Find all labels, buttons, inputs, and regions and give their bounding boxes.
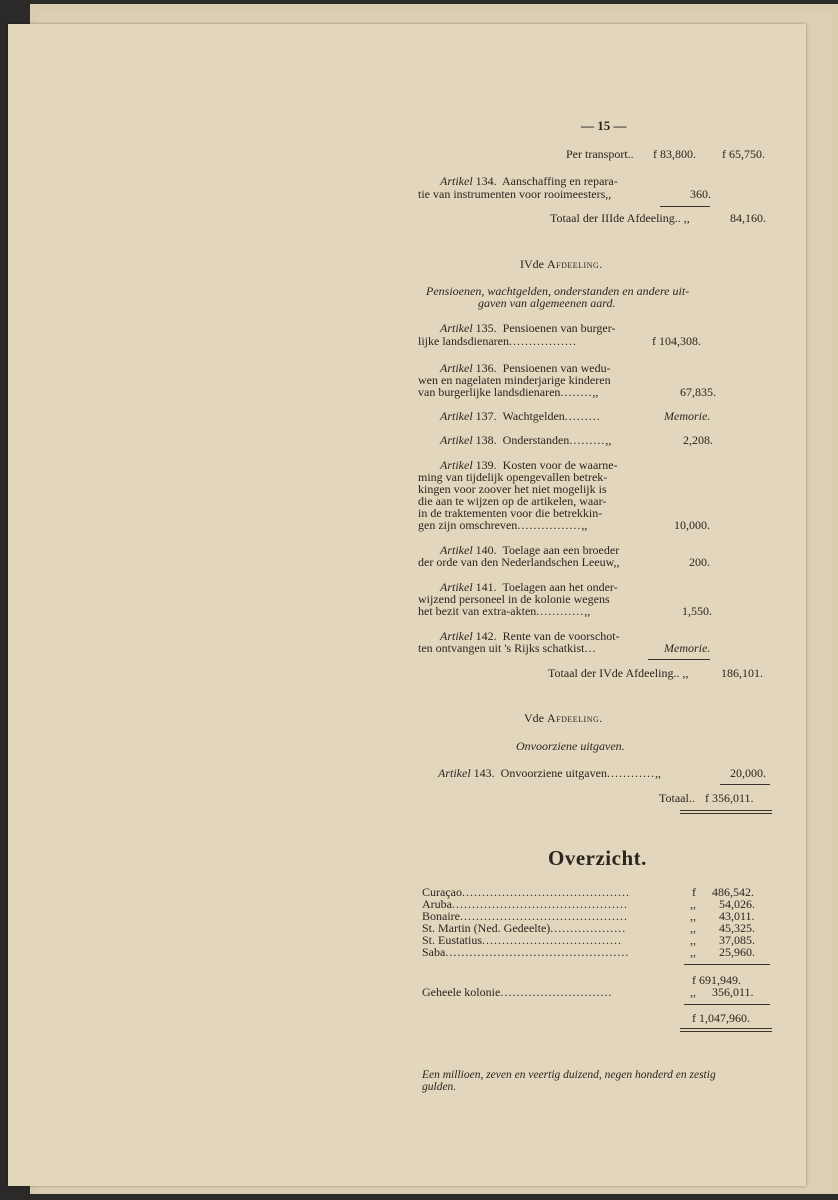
art139-line1: Artikel 139. Kosten voor de waarne- <box>440 458 618 472</box>
list-item-prefix: f <box>692 885 696 899</box>
art142-amount: Memorie. <box>664 641 711 655</box>
section4-subtitle2: gaven van algemeenen aard. <box>478 296 616 310</box>
footer-line2: gulden. <box>422 1081 457 1093</box>
art139-line6: gen zijn omschreven................,, <box>418 518 588 532</box>
section5-heading: Vde Afdeeling. <box>524 711 603 725</box>
section4-heading: IVde Afdeeling. <box>520 257 603 271</box>
section4-subtitle1: Pensioenen, wachtgelden, onderstanden en andere uit- <box>426 284 690 298</box>
list-item-amount: 43,011. <box>719 909 755 923</box>
totaal3-amount: 84,160. <box>730 211 766 225</box>
art139-line4: die aan te wijzen op de artikelen, waar- <box>418 494 607 508</box>
art139-line3: kingen voor zoover het niet mogelijk is <box>418 482 607 496</box>
grand-total: f 1,047,960. <box>692 1011 750 1025</box>
art136-line3: van burgerlijke landsdienaren........,, <box>418 385 599 399</box>
art136-line1: Artikel 136. Pensioenen van wedu- <box>440 361 611 375</box>
art142-line1: Artikel 142. Rente van de voorschot- <box>440 629 620 643</box>
list-item-prefix: ,, <box>690 909 696 923</box>
art134-line1: Artikel 134. Aanschaffing en repara- <box>440 174 618 188</box>
per-transport-row: Per transport.. <box>566 147 634 161</box>
list-item: St. Eustatius................................... <box>422 933 623 947</box>
art140-amount: 200. <box>689 555 710 569</box>
rule <box>660 206 710 207</box>
double-rule <box>680 1028 772 1032</box>
footer-line1: Een millioen, zeven en veertig duizend, negen honderd en zestig <box>422 1069 716 1081</box>
list-item: St. Martin (Ned. Gedeelte)................... <box>422 921 627 935</box>
rule <box>684 1004 770 1005</box>
art135-line1: Artikel 135. Pensioenen van burger- <box>440 321 616 335</box>
per-transport-col2: f 65,750. <box>722 147 765 161</box>
art137-line1: Artikel 137. Wachtgelden......... <box>440 409 601 423</box>
totaal-row: Totaal.. <box>659 791 695 805</box>
art141-line3: het bezit van extra-akten............,, <box>418 604 591 618</box>
overzicht-title: Overzicht. <box>548 846 647 870</box>
list-item: Saba.............................................. <box>422 945 630 959</box>
art135-line2: lijke landsdienaren................. <box>418 334 577 348</box>
art139-amount: 10,000. <box>674 518 710 532</box>
list-item-prefix: ,, <box>690 945 696 959</box>
art139-line2: ming van tijdelijk opengevallen betrek- <box>418 470 608 484</box>
rule <box>648 659 710 660</box>
geheele-kolonie-prefix: ,, <box>690 985 696 999</box>
totaal4-row: Totaal der IVde Afdeeling.. ,, <box>548 666 689 680</box>
art141-amount: 1,550. <box>682 604 712 618</box>
art143-line1: Artikel 143. Onvoorziene uitgaven............,, <box>438 766 661 780</box>
art143-amount: 20,000. <box>730 766 766 780</box>
rule <box>684 964 770 965</box>
list-item-prefix: ,, <box>690 897 696 911</box>
per-transport-label: Per transport <box>566 147 628 161</box>
art136-line2: wen en nagelaten minderjarige kinderen <box>418 373 611 387</box>
per-transport-col1: f 83,800. <box>653 147 696 161</box>
totaal4-amount: 186,101. <box>721 666 763 680</box>
art140-line1: Artikel 140. Toelage aan een broeder <box>440 543 620 557</box>
art136-amount: 67,835. <box>680 385 716 399</box>
list-item-prefix: ,, <box>690 933 696 947</box>
section5-subtitle: Onvoorziene uitgaven. <box>516 739 625 753</box>
art141-line1: Artikel 141. Toelagen aan het onder- <box>440 580 618 594</box>
geheele-kolonie-row: Geheele kolonie............................ <box>422 985 613 999</box>
overzicht-subtotal: f 691,949. <box>692 973 741 987</box>
list-item-amount: 54,026. <box>719 897 755 911</box>
list-item-amount: 37,085. <box>719 933 755 947</box>
list-item-amount: 25,960. <box>719 945 755 959</box>
list-item-prefix: ,, <box>690 921 696 935</box>
list-item-amount: 45,325. <box>719 921 755 935</box>
double-rule <box>680 810 772 814</box>
art134-line2: tie van instrumenten voor rooimeesters,, <box>418 187 612 201</box>
list-item: Aruba............................................ <box>422 897 628 911</box>
totaal-amount: f 356,011. <box>705 791 754 805</box>
list-item: Curaçao.......................................... <box>422 885 630 899</box>
art135-amount: f 104,308. <box>652 334 701 348</box>
list-item: Bonaire.......................................... <box>422 909 628 923</box>
art142-line2: ten ontvangen uit 's Rijks schatkist... <box>418 641 597 655</box>
document-page <box>8 24 806 1186</box>
rule <box>720 784 770 785</box>
list-item-amount: 486,542. <box>712 885 754 899</box>
art139-line5: in de traktementen voor die betrekkin- <box>418 506 603 520</box>
art141-line2: wijzend personeel in de kolonie wegens <box>418 592 610 606</box>
art138-line1: Artikel 138. Onderstanden.........,, <box>440 433 612 447</box>
art137-amount: Memorie. <box>664 409 711 423</box>
art134-amount: 360. <box>690 187 711 201</box>
page-number: — 15 — <box>581 118 627 133</box>
art138-amount: 2,208. <box>683 433 713 447</box>
art140-line2: der orde van den Nederlandschen Leeuw,, <box>418 555 620 569</box>
totaal3-row: Totaal der IIIde Afdeeling.. ,, <box>550 211 690 225</box>
geheele-kolonie-amount: 356,011. <box>712 985 754 999</box>
